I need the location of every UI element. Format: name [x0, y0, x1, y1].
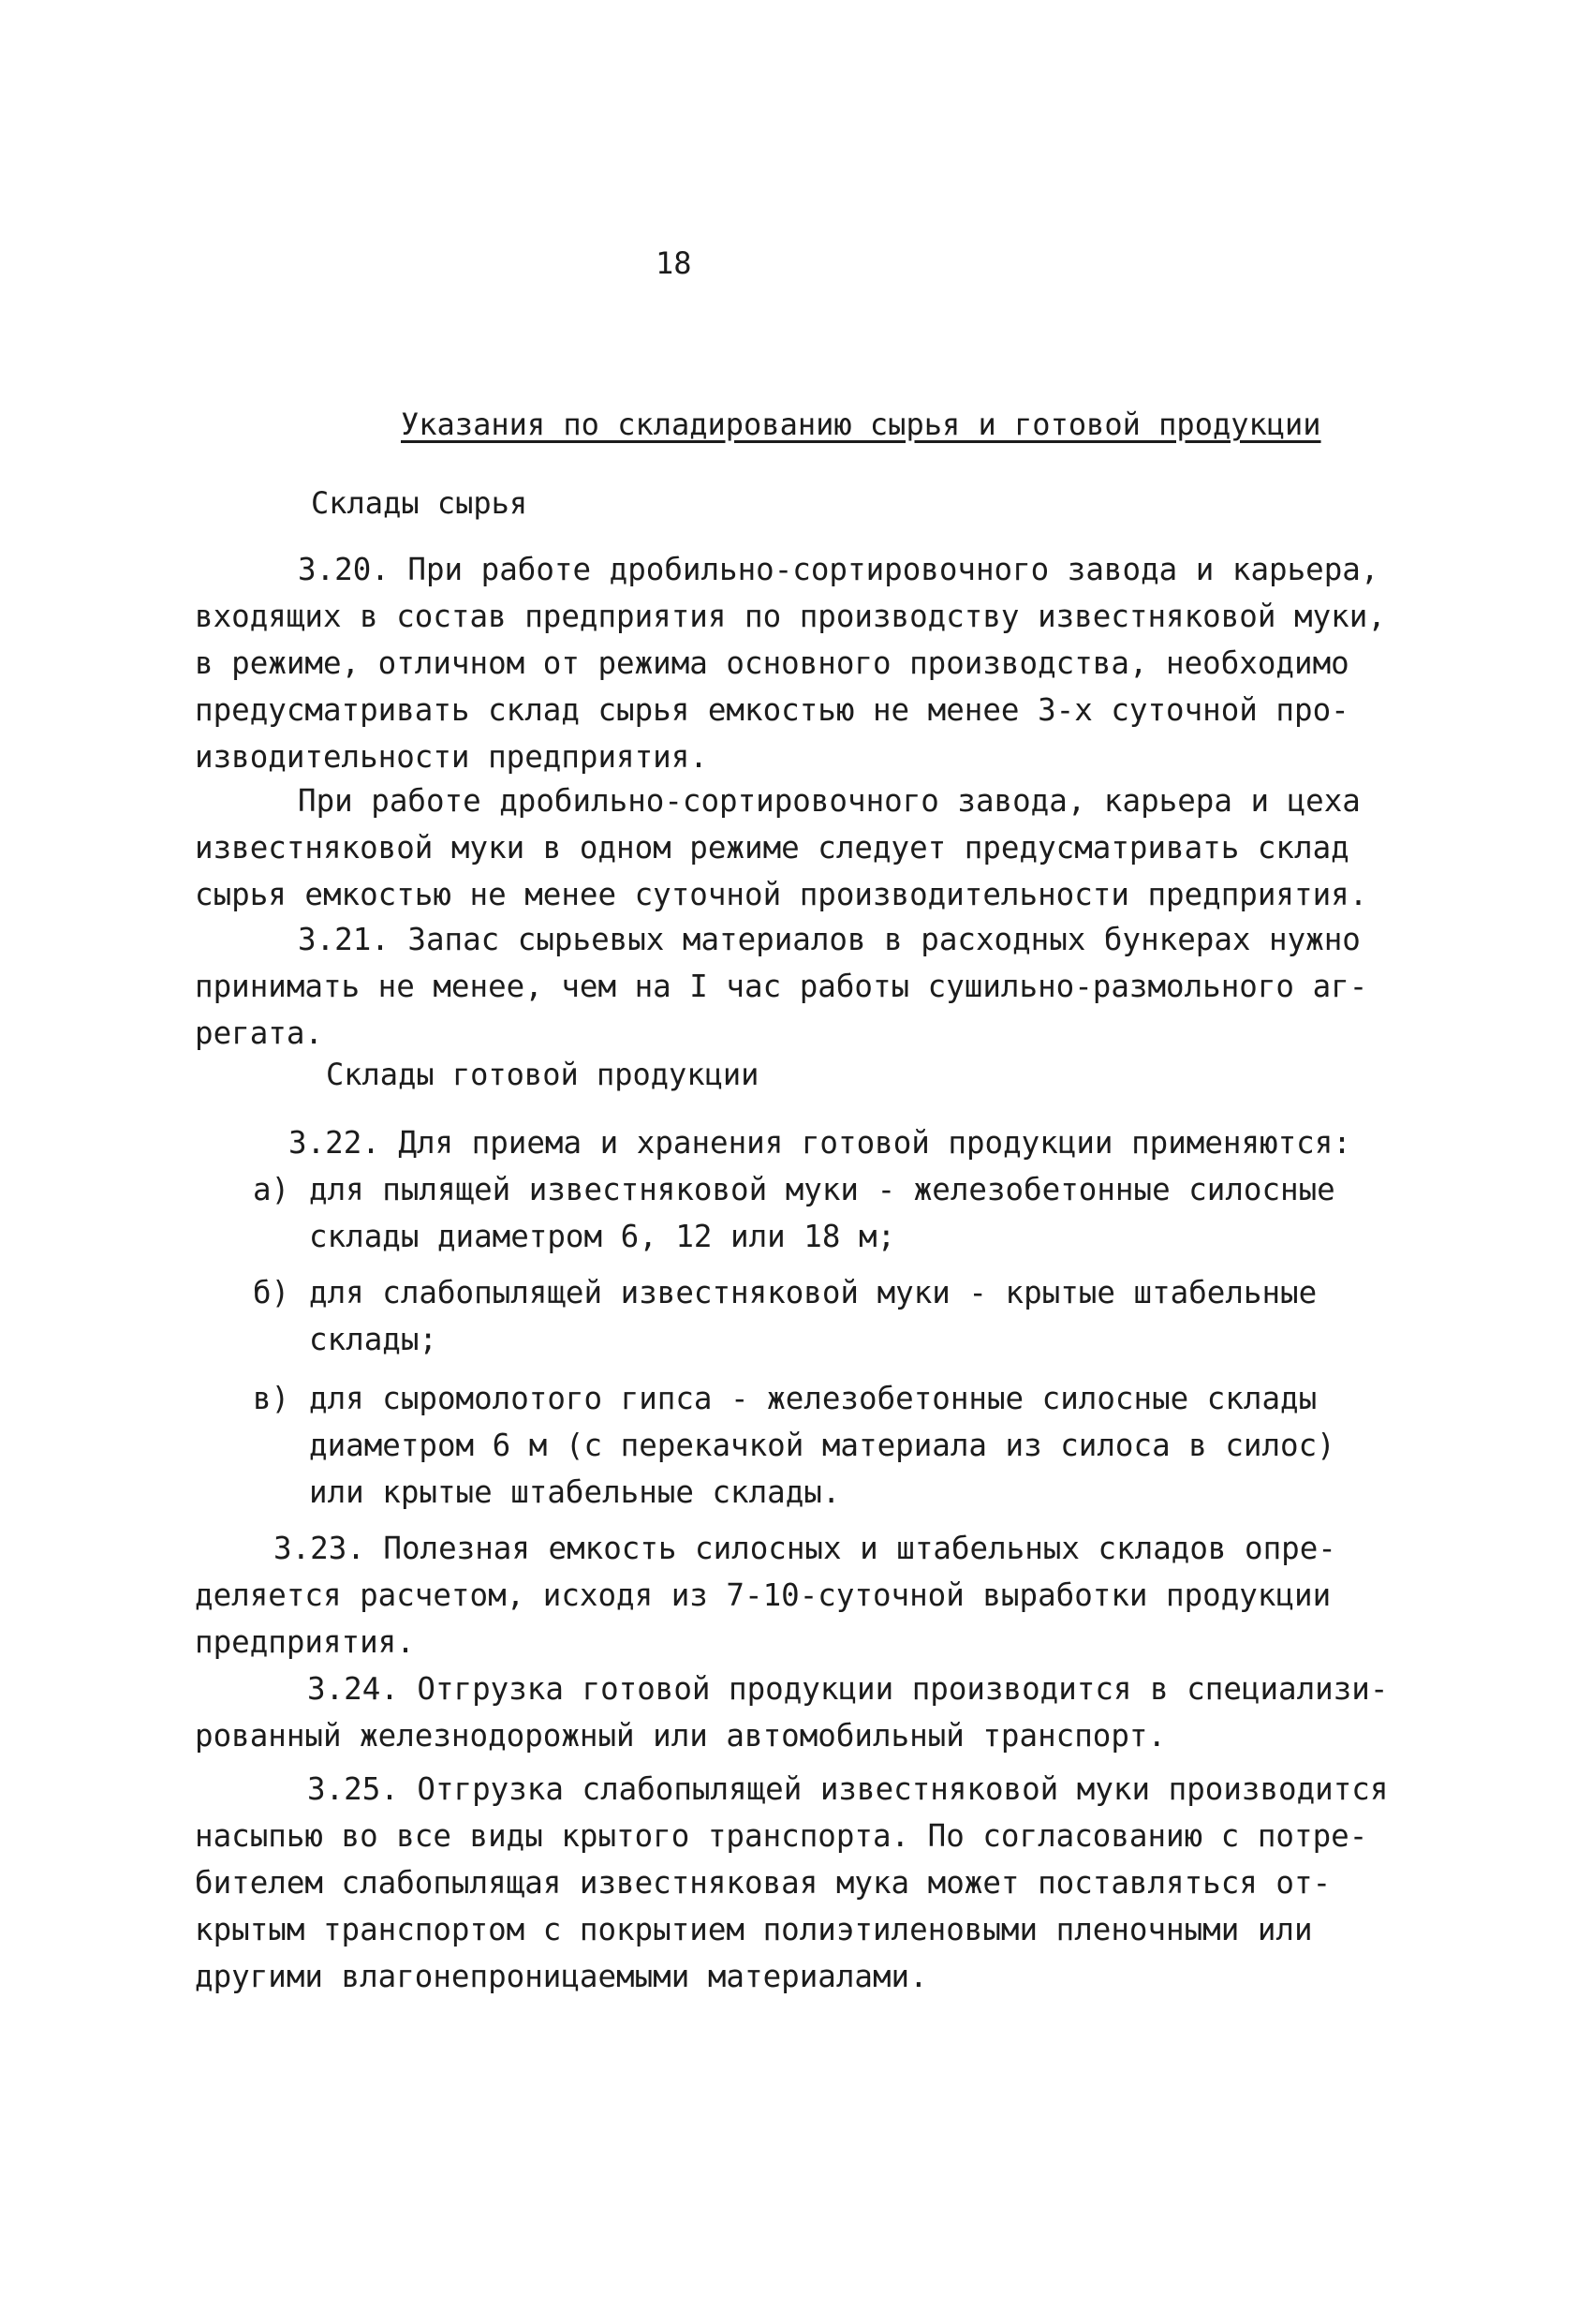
text-line: сырья емкостью не менее суточной производительности предприятия. [195, 877, 1368, 912]
section-title: Указания по складированию сырья и готовой продукции [401, 407, 1321, 442]
text-line: деляется расчетом, исходя из 7-10-суточной выработки продукции [195, 1577, 1332, 1613]
list-item-label: а) [253, 1172, 290, 1207]
list-item-text [309, 1269, 1317, 1363]
text-line: изводительности предприятия. [195, 739, 708, 775]
paragraph-3-21 [195, 916, 1412, 1057]
text-line: в режиме, отличном от режима основного производства, необходимо [195, 645, 1349, 681]
paragraph-3-20-continued [195, 777, 1412, 918]
text-line: крытым транспортом с покрытием полиэтиленовыми пленочными или [195, 1912, 1313, 1947]
paragraph-3-25 [195, 1766, 1412, 2000]
text-line: 3.22. Для приема и хранения готовой продукции применяются: [288, 1125, 1351, 1161]
text-line: для пылящей известняковой муки - железобетонные силосные [309, 1172, 1335, 1207]
text-line: для сыромолотого гипса - железобетонные силосные склады [309, 1381, 1318, 1416]
paragraph-3-24 [195, 1665, 1412, 1759]
list-item-label: в) [253, 1381, 290, 1416]
text-line: склады; [309, 1322, 437, 1357]
text-line: входящих в состав предприятия по производству известняковой муки, [195, 599, 1386, 634]
paragraph-3-22 [195, 1119, 1412, 1166]
paragraph-3-23 [195, 1525, 1412, 1665]
text-line: 3.23. Полезная емкость силосных и штабельных складов опре- [273, 1531, 1336, 1566]
list-item-text [309, 1166, 1335, 1260]
text-line: 3.20. При работе дробильно-сортировочного завода и карьера, [298, 552, 1379, 587]
text-line: При работе дробильно-сортировочного завода, карьера и цеха [298, 783, 1361, 819]
list-item-text [309, 1375, 1335, 1516]
text-line: предприятия. [195, 1624, 415, 1660]
paragraph-3-20 [195, 546, 1412, 780]
subheading-raw-materials: Склады сырья [311, 485, 528, 521]
text-line: регата. [195, 1015, 323, 1051]
text-line: другими влагонепроницаемыми материалами. [195, 1959, 928, 1994]
text-line: 3.21. Запас сырьевых материалов в расходных бункерах нужно [298, 922, 1361, 957]
text-line: бителем слабопылящая известняковая мука может поставляться от- [195, 1865, 1332, 1901]
text-line: насыпью во все виды крытого транспорта. По согласованию с потре- [195, 1818, 1368, 1854]
text-line: диаметром 6 м (с перекачкой материала из силоса в силос) [309, 1428, 1335, 1463]
text-line: 3.25. Отгрузка слабопылящей известняковой муки производится [307, 1771, 1389, 1807]
list-item-label: б) [253, 1275, 290, 1310]
text-line: предусматривать склад сырья емкостью не менее 3-х суточной про- [195, 692, 1349, 728]
text-line: склады диаметром 6, 12 или 18 м; [309, 1219, 896, 1254]
text-line: принимать не менее, чем на I час работы сушильно-размольного аг- [195, 969, 1368, 1004]
text-line: для слабопылящей известняковой муки - крытые штабельные [309, 1275, 1318, 1310]
text-line: 3.24. Отгрузка готовой продукции производится в специализи- [307, 1671, 1389, 1707]
subheading-finished-products: Склады готовой продукции [326, 1057, 759, 1092]
page-number: 18 [656, 245, 692, 281]
text-line: известняковой муки в одном режиме следует предусматривать склад [195, 830, 1349, 866]
text-line: или крытые штабельные склады. [309, 1474, 841, 1510]
text-line: рованный железнодорожный или автомобильный транспорт. [195, 1718, 1167, 1754]
